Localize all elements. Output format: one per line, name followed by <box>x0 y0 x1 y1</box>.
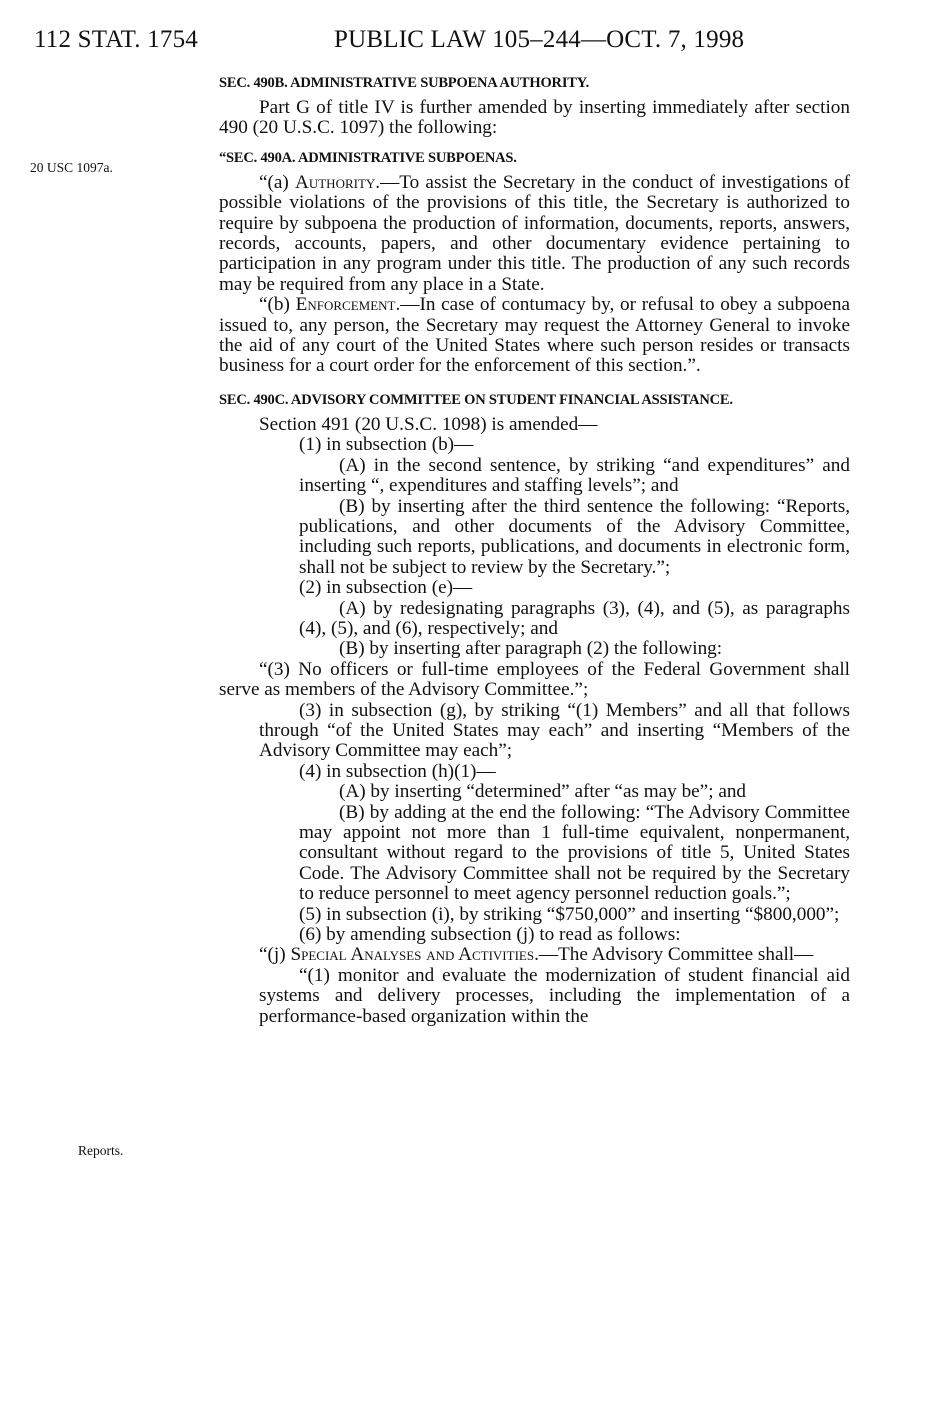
page-stat-number: 112 STAT. 1754 <box>34 26 198 53</box>
amendment-1a: (A) in the second sentence, by striking “and expenditures” and inserting “, expenditures and staffing levels”; and <box>299 454 850 497</box>
section-490c-intro: Section 491 (20 U.S.C. 1098) is amended— <box>259 413 598 435</box>
amendment-3: (3) in subsection (g), by striking “(1) Members” and all that follows through “of the United States may each” and inserting “Members of the Advisory Committee may each”; <box>259 699 850 762</box>
subsection-j-1: “(1) monitor and evaluate the modernization of student financial aid systems and delivery processes, including the implementation of a performance-based organization within the <box>259 964 850 1027</box>
subsection-b-caption: Enforcement <box>295 294 396 316</box>
section-490b-intro: Part G of title IV is further amended by inserting immediately after section 490 (20 U.S.C. 1097) the following: <box>219 97 850 139</box>
amendment-2a: (A) by redesignating paragraphs (3), (4), and (5), as paragraphs (4), (5), and (6), respectively; and <box>299 597 850 639</box>
section-heading-490b: SEC. 490B. ADMINISTRATIVE SUBPOENA AUTHORITY. <box>219 75 590 91</box>
subsection-a-paragraph <box>219 173 850 295</box>
subsection-j-label: “(j) <box>259 944 291 966</box>
amendment-1b: (B) by inserting after the third sentence the following: “Reports, publications, and other documents of the Advisory Committee, including such reports, publications, and documents in electronic form, shall not be subject to review by the Secretary.”; <box>299 495 850 578</box>
margin-note-reports: Reports. <box>78 1143 124 1158</box>
document-body <box>219 74 850 1027</box>
subsection-j-caption: Special Analyses and Activities <box>290 944 535 966</box>
amendment-4: (4) in subsection (h)(1)— <box>299 760 496 782</box>
subsection-b-text: .—In case of contumacy by, or refusal to obey a subpoena issued to, any person, the Secretary may request the Attorney General to invoke the aid of any court of the United States where such person resides or transacts business for a court order for the enforcement of this section.”. <box>219 294 851 377</box>
amendment-5: (5) in subsection (i), by striking “$750,000” and inserting “$800,000”; <box>299 903 840 925</box>
amendment-2-quote: “(3) No officers or full-time employees of the Federal Government shall serve as members of the Advisory Committee.”; <box>219 658 850 701</box>
subsection-j-paragraph <box>219 945 850 965</box>
margin-note-usc: 20 USC 1097a. <box>30 160 113 175</box>
amendment-6: (6) by amending subsection (j) to read as follows: <box>299 924 681 946</box>
subsection-a-label: “(a) <box>259 171 295 193</box>
amendment-1: (1) in subsection (b)— <box>299 434 474 456</box>
subsection-b-paragraph <box>219 295 850 377</box>
subsection-a-text: .—To assist the Secretary in the conduct of investigations of possible violations of the provisions of this title, the Secretary is authorized to require by subpoena the production of information, documents, reports, answers, records, accounts, papers, and other documentary evidence pertaining to participation in any program under this title. The production of any such records may be required from any place in a State. <box>219 171 850 295</box>
amendment-2b: (B) by inserting after paragraph (2) the following: <box>339 638 723 660</box>
subsection-heading-490a: “SEC. 490A. ADMINISTRATIVE SUBPOENAS. <box>219 149 517 166</box>
amendment-4a: (A) by inserting “determined” after “as may be”; and <box>339 781 747 803</box>
subsection-j-text: .—The Advisory Committee shall— <box>534 944 814 966</box>
running-header <box>34 26 914 62</box>
subsection-b-label: “(b) <box>259 294 296 316</box>
section-heading-490c: SEC. 490C. ADVISORY COMMITTEE ON STUDENT FINANCIAL ASSISTANCE. <box>219 391 733 408</box>
public-law-title: PUBLIC LAW 105–244—OCT. 7, 1998 <box>334 26 745 53</box>
subsection-a-caption: Authority <box>295 171 376 193</box>
amendment-4b: (B) by adding at the end the following: “The Advisory Committee may appoint not more than 1 full-time equivalent, nonpermanent, consultant without regard to the provisions of title 5, United States Code. The Advisory Committee shall not be required by the Secretary to reduce personnel to meet agency personnel reduction goals.”; <box>299 801 850 905</box>
amendment-2: (2) in subsection (e)— <box>299 577 473 599</box>
